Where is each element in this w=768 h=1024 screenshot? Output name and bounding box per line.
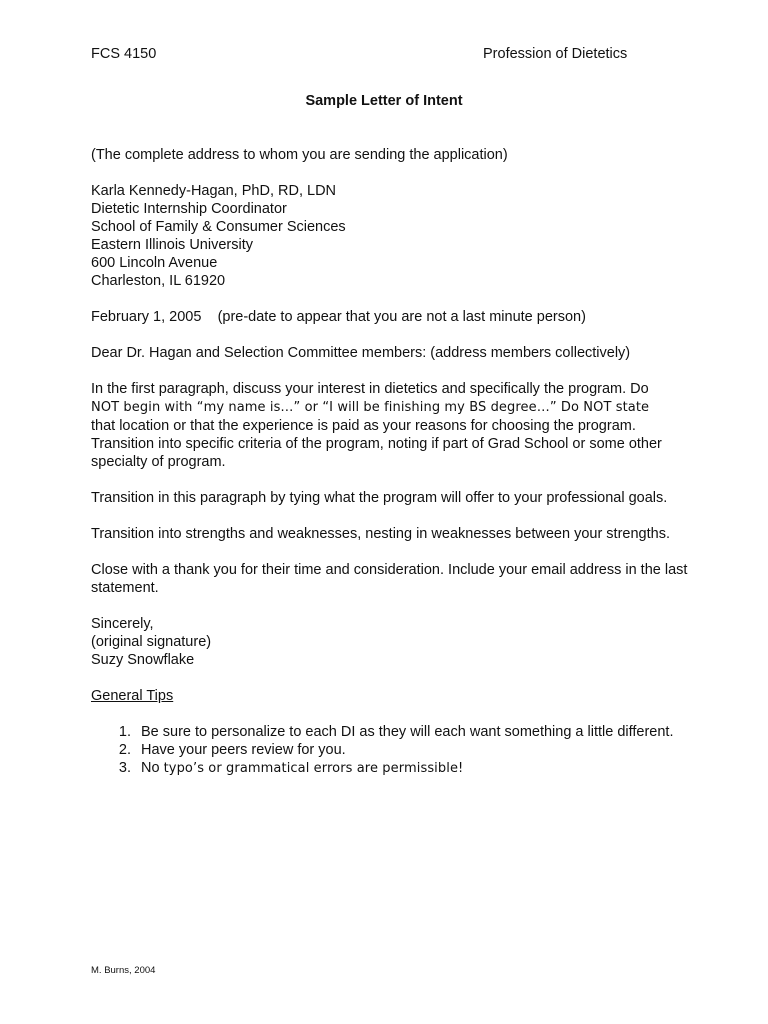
recipient-title: Dietetic Internship Coordinator: [91, 201, 287, 217]
paragraph-1-part-c: that location or that the experience is paid as your reasons for choosing the program. Transition into specific criteria of the program, noting if part of Grad School or some other specialty of program.: [91, 418, 662, 470]
paragraph-1-part-b: NOT begin with “my name is…” or “I will be finishing my BS degree…” Do NOT state: [91, 400, 650, 415]
date-note: (pre-date to appear that you are not a last minute person): [217, 309, 586, 325]
recipient-city: Charleston, IL 61920: [91, 273, 226, 289]
salutation: Dear Dr. Hagan and Selection Committee members: (address members collectively): [91, 345, 631, 361]
tips-heading: General Tips: [91, 688, 174, 704]
course-subject: Profession of Dietetics: [483, 46, 628, 62]
date-line: [91, 308, 691, 326]
closing-block: [91, 615, 691, 669]
signature-note: (original signature): [91, 634, 212, 650]
tips-list: [91, 723, 691, 778]
paragraph-3: Transition into strengths and weaknesses, nesting in weaknesses between your strengths.: [91, 526, 670, 542]
address-note: (The complete address to whom you are sending the application): [91, 147, 508, 163]
signer-name: Suzy Snowflake: [91, 652, 195, 668]
recipient-address: [91, 182, 691, 290]
letter-date: February 1, 2005: [91, 309, 202, 325]
document-page: [91, 0, 691, 1024]
list-item: 3. No typo’s or grammatical errors are permissible!: [135, 759, 691, 778]
recipient-university: Eastern Illinois University: [91, 237, 253, 253]
paragraph-1: [91, 380, 691, 471]
recipient-school: School of Family & Consumer Sciences: [91, 219, 346, 235]
valediction: Sincerely,: [91, 616, 154, 632]
list-item: 2. Have your peers review for you.: [135, 741, 691, 759]
paragraph-4: Close with a thank you for their time and consideration. Include your email address in the last statement.: [91, 562, 688, 596]
paragraph-2: Transition in this paragraph by tying what the program will offer to your professional goals.: [91, 490, 668, 506]
footer-credit: M. Burns, 2004: [91, 965, 156, 976]
paragraph-1-part-a: In the first paragraph, discuss your interest in dietetics and specifically the program. Do: [91, 381, 649, 397]
course-code: FCS 4150: [91, 46, 157, 62]
recipient-street: 600 Lincoln Avenue: [91, 255, 218, 271]
document-title: Sample Letter of Intent: [305, 93, 463, 109]
list-item: 1. Be sure to personalize to each DI as they will each want something a little different.: [135, 723, 691, 741]
recipient-name: Karla Kennedy-Hagan, PhD, RD, LDN: [91, 183, 337, 199]
letter-body: [91, 146, 691, 778]
